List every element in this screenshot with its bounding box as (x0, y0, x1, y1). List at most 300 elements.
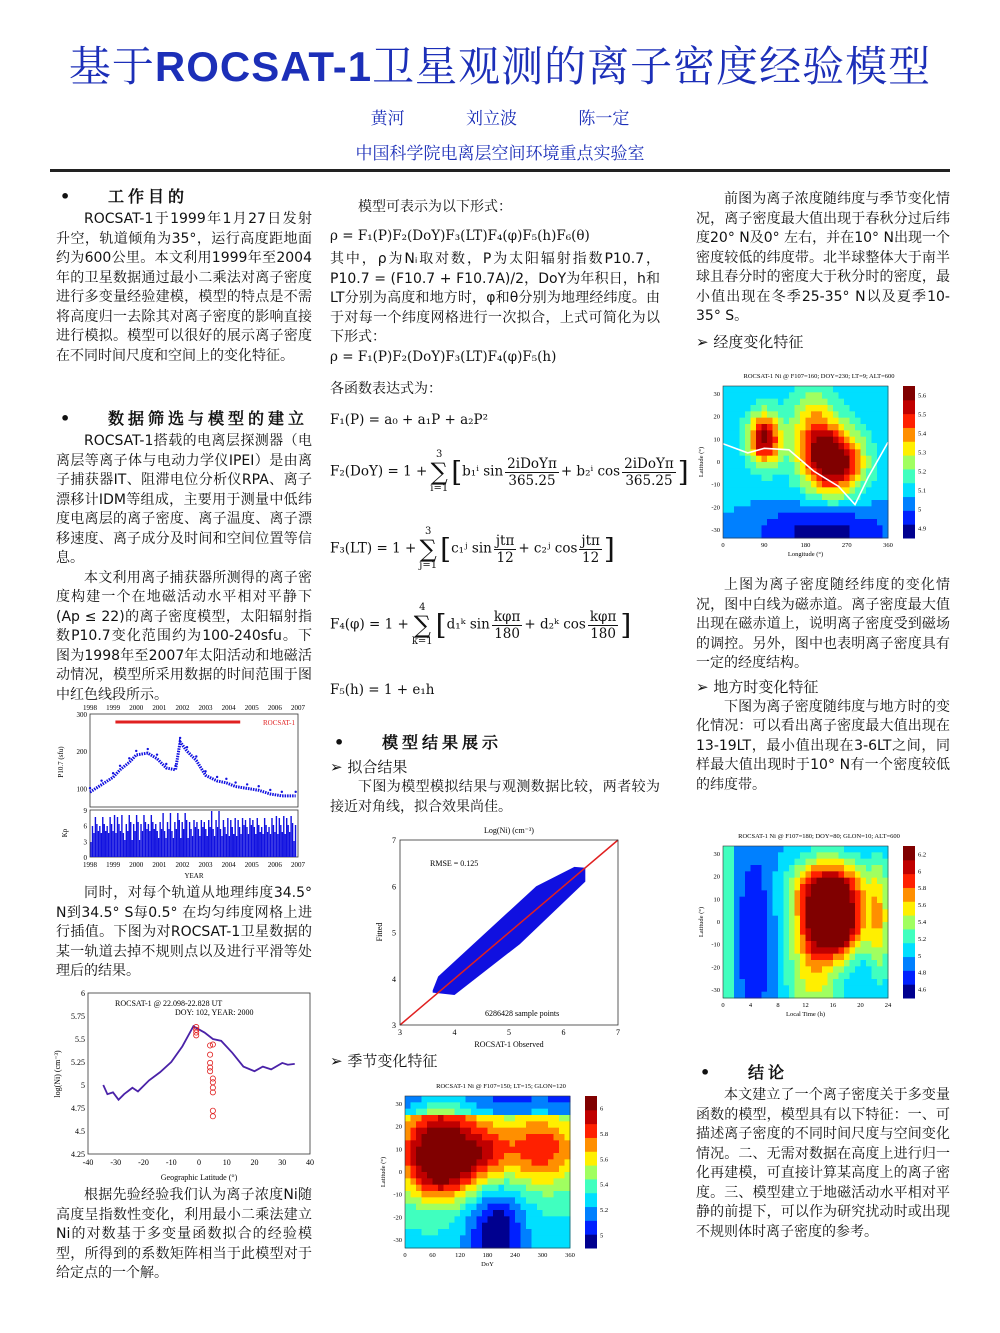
heat-cell (499, 1197, 505, 1204)
heat-cell (543, 1121, 549, 1128)
heat-cell (861, 852, 867, 859)
heat-cell (861, 494, 867, 501)
heat-cell (822, 947, 828, 954)
heat-cell (554, 1242, 560, 1249)
heat-cell (762, 960, 768, 967)
heat-cell (751, 922, 757, 929)
heat-cell (861, 519, 867, 526)
heat-cell (488, 1134, 494, 1141)
heat-cell (811, 513, 817, 520)
x-tick-label: 1998 (83, 861, 97, 869)
heat-cell (422, 1204, 428, 1211)
colorbar-tick-label: 5.3 (918, 449, 927, 457)
data-point (112, 772, 114, 774)
heat-cell (433, 1229, 439, 1236)
heat-cell (532, 1185, 538, 1192)
heat-cell (767, 954, 773, 961)
heat-cell (751, 475, 757, 482)
heat-cell (800, 424, 806, 431)
y-tick-label: 5 (392, 928, 396, 938)
heat-cell (822, 430, 828, 437)
heat-cell (861, 449, 867, 456)
heat-cell (795, 903, 801, 910)
heat-cell (795, 985, 801, 992)
heat-cell (872, 405, 878, 412)
heat-cell (526, 1185, 532, 1192)
x-tick-label: 2007 (291, 861, 305, 869)
model-section (330, 198, 660, 218)
functions-intro: 各函数表达式为： (330, 381, 442, 397)
heat-cell (471, 1134, 477, 1141)
heat-cell (740, 859, 746, 866)
heat-cell (740, 878, 746, 885)
heat-cell (526, 1216, 532, 1223)
subsection-heading: ➢ 地方时变化特征 (696, 677, 819, 696)
heat-cell (850, 475, 856, 482)
heat-cell (734, 424, 740, 431)
heat-cell (877, 846, 883, 853)
model-explanation: 其中，ρ为Nᵢ取对数，P为太阳辐射指数P10.7，P10.7 = (F10.7 + F10.7A)/2，DoY为年积日，h和LT分别为高度和地方时，φ和θ分别为地理经纬度。由于对每一个纬度网格进行一次拟合，上式可简化为以下形式： (330, 251, 660, 345)
equation-f2: F₂(DoY) = 1 +3 ∑ i=1 [b₁ⁱ sin $\frac{\text{2iDoYπ}}{365.25}$ + b₂ⁱ cos $\frac{\text{2iDoYπ}}{365.25}$ ] (330, 449, 689, 494)
heat-cell (762, 500, 768, 507)
heat-cell (559, 1223, 565, 1230)
heat-cell (477, 1128, 483, 1135)
heat-cell (828, 386, 834, 393)
heat-cell (751, 411, 757, 418)
heat-cell (471, 1216, 477, 1223)
heat-cell (795, 890, 801, 897)
heat-cell (521, 1172, 527, 1179)
heat-cell (745, 954, 751, 961)
heat-cell (532, 1172, 538, 1179)
heat-cell (877, 878, 883, 885)
heat-cell (477, 1166, 483, 1173)
heat-cell (828, 954, 834, 961)
heat-cell (866, 852, 872, 859)
heat-cell (877, 897, 883, 904)
heat-cell (800, 506, 806, 513)
heat-cell (723, 884, 729, 891)
heat-cell (795, 973, 801, 980)
heat-cell (559, 1147, 565, 1154)
heat-cell (466, 1235, 472, 1242)
heat-cell (767, 532, 773, 539)
heat-cell (844, 973, 850, 980)
heat-cell (855, 481, 861, 488)
heat-cell (548, 1223, 554, 1230)
heat-cell (784, 487, 790, 494)
heat-cell (822, 494, 828, 501)
heat-cell (444, 1172, 450, 1179)
heat-cell (866, 500, 872, 507)
heat-cell (499, 1223, 505, 1230)
heat-cell (828, 897, 834, 904)
heat-cell (499, 1204, 505, 1211)
heat-cell (745, 884, 751, 891)
heat-cell (767, 897, 773, 904)
x-axis-label: Local Time (h) (786, 1011, 825, 1018)
heat-cell (554, 1191, 560, 1198)
heat-cell (740, 954, 746, 961)
heat-cell (729, 456, 735, 463)
heat-cell (554, 1147, 560, 1154)
heat-cell (784, 922, 790, 929)
heat-cell (806, 513, 812, 520)
data-point (165, 763, 167, 765)
heat-cell (466, 1140, 472, 1147)
heat-cell (800, 468, 806, 475)
heat-cell (795, 871, 801, 878)
heat-cell (460, 1242, 466, 1249)
heat-cell (510, 1140, 516, 1147)
heat-cell (723, 871, 729, 878)
heat-cell (411, 1178, 417, 1185)
heat-cell (488, 1210, 494, 1217)
colorbar-segment (903, 497, 915, 511)
heat-cell (745, 878, 751, 885)
heat-cell (734, 846, 740, 853)
heat-cell (844, 405, 850, 412)
heat-cell (504, 1197, 510, 1204)
heat-cell (471, 1140, 477, 1147)
heat-cell (789, 954, 795, 961)
heat-cell (850, 878, 856, 885)
heat-cell (866, 462, 872, 469)
heat-cell (806, 525, 812, 532)
heat-cell (433, 1115, 439, 1122)
heat-cell (515, 1134, 521, 1141)
heat-cell (734, 916, 740, 923)
heat-cell (789, 922, 795, 929)
heat-cell (883, 487, 889, 494)
heat-cell (756, 859, 762, 866)
heat-cell (822, 954, 828, 961)
heat-cell (866, 903, 872, 910)
heat-cell (422, 1115, 428, 1122)
heat-cell (828, 947, 834, 954)
heat-cell (433, 1172, 439, 1179)
heat-cell (416, 1235, 422, 1242)
heat-cell (723, 481, 729, 488)
heat-cell (855, 947, 861, 954)
heat-cell (515, 1197, 521, 1204)
heat-cell (839, 494, 845, 501)
heat-cell (767, 411, 773, 418)
heat-cell (806, 532, 812, 539)
heat-cell (526, 1235, 532, 1242)
heat-cell (559, 1210, 565, 1217)
heat-cell (800, 411, 806, 418)
heat-cell (866, 890, 872, 897)
heat-cell (723, 909, 729, 916)
heat-cell (784, 973, 790, 980)
heat-cell (510, 1166, 516, 1173)
heat-cell (521, 1102, 527, 1109)
heat-cell (411, 1147, 417, 1154)
heat-cell (789, 443, 795, 450)
y-tick-label: 10 (713, 436, 720, 444)
heat-cell (751, 884, 757, 891)
heat-cell (559, 1172, 565, 1179)
heat-cell (756, 405, 762, 412)
heat-cell (554, 1172, 560, 1179)
heat-cell (532, 1166, 538, 1173)
heat-cell (427, 1121, 433, 1128)
heat-cell (822, 859, 828, 866)
heat-cell (828, 456, 834, 463)
heat-cell (844, 992, 850, 999)
heat-cell (811, 386, 817, 393)
heat-cell (438, 1229, 444, 1236)
heat-cell (817, 859, 823, 866)
heat-cell (433, 1204, 439, 1211)
heat-cell (817, 966, 823, 973)
heat-cell (767, 437, 773, 444)
heat-cell (471, 1178, 477, 1185)
heat-cell (548, 1172, 554, 1179)
heat-cell (817, 405, 823, 412)
heat-cell (559, 1134, 565, 1141)
heat-cell (471, 1235, 477, 1242)
heat-cell (806, 487, 812, 494)
heat-cell (850, 405, 856, 412)
heat-cell (855, 525, 861, 532)
heat-cell (422, 1096, 428, 1103)
heat-cell (466, 1153, 472, 1160)
heat-cell (729, 992, 735, 999)
heat-cell (740, 966, 746, 973)
heat-cell (493, 1204, 499, 1211)
colorbar-segment (903, 957, 915, 971)
heat-cell (844, 500, 850, 507)
heat-cell (723, 846, 729, 853)
x-tick-label: 2004 (221, 704, 236, 712)
heat-cell (877, 890, 883, 897)
heat-cell (444, 1102, 450, 1109)
heat-cell (411, 1197, 417, 1204)
heat-cell (822, 449, 828, 456)
y-tick-label: -10 (393, 1191, 402, 1199)
heat-cell (762, 456, 768, 463)
heat-cell (844, 456, 850, 463)
heat-cell (789, 941, 795, 948)
colorbar-segment (903, 915, 915, 929)
heat-cell (416, 1109, 422, 1116)
heat-cell (877, 494, 883, 501)
heat-cell (493, 1121, 499, 1128)
heat-cell (438, 1153, 444, 1160)
heat-cell (504, 1204, 510, 1211)
data-paragraph-4: 根据先验经验我们认为离子浓度Ni随高度呈指数性变化，利用最小二乘法建立Ni的对数基于多变量函数拟合的经验模型，所得到的系数矩阵相当于此模型对于给定点的一个解。 (56, 1187, 312, 1281)
heat-cell (466, 1115, 472, 1122)
heat-cell (844, 871, 850, 878)
heat-cell (861, 966, 867, 973)
heat-cell (543, 1140, 549, 1147)
heat-cell (565, 1121, 571, 1128)
heat-cell (850, 430, 856, 437)
heat-cell (762, 973, 768, 980)
heat-cell (883, 916, 889, 923)
heat-cell (510, 1235, 516, 1242)
heat-cell (504, 1128, 510, 1135)
y-axis-label: Fitted (375, 922, 384, 942)
heat-cell (455, 1242, 461, 1249)
heat-cell (756, 928, 762, 935)
heat-cell (877, 985, 883, 992)
heat-cell (778, 928, 784, 935)
heat-cell (449, 1172, 455, 1179)
heat-cell (433, 1197, 439, 1204)
heat-cell (488, 1115, 494, 1122)
heat-cell (844, 935, 850, 942)
heat-cell (855, 411, 861, 418)
heat-cell (789, 985, 795, 992)
heat-cell (422, 1102, 428, 1109)
heat-cell (784, 386, 790, 393)
heat-cell (756, 909, 762, 916)
heat-cell (773, 525, 779, 532)
heat-cell (877, 954, 883, 961)
heat-cell (444, 1242, 450, 1249)
heat-cell (515, 1204, 521, 1211)
heat-cell (839, 979, 845, 986)
heat-cell (833, 462, 839, 469)
heat-cell (422, 1159, 428, 1166)
heat-cell (548, 1197, 554, 1204)
heat-cell (795, 992, 801, 999)
heat-cell (521, 1096, 527, 1103)
heat-cell (844, 897, 850, 904)
heat-cell (422, 1134, 428, 1141)
heat-cell (806, 947, 812, 954)
equation-f3: F₃(LT) = 1 +3 ∑ j=1 [c₁ʲ sin $\frac{\text{jtπ}}{12}$ + c₂ʲ cos $\frac{\text{jtπ}}{12}$ ] (330, 526, 615, 571)
heat-cell (784, 494, 790, 501)
heat-cell (789, 992, 795, 999)
data-point (147, 748, 149, 750)
heat-cell (844, 985, 850, 992)
heat-cell (488, 1147, 494, 1154)
heat-cell (411, 1172, 417, 1179)
heat-cell (477, 1153, 483, 1160)
heat-cell (504, 1191, 510, 1198)
data-point (294, 791, 296, 793)
y-tick-label: 4.5 (75, 1127, 85, 1136)
heat-cell (872, 532, 878, 539)
colorbar-segment (903, 510, 915, 524)
heat-cell (850, 532, 856, 539)
x-tick-label: 40 (306, 1158, 314, 1167)
heat-cell (800, 437, 806, 444)
heat-cell (789, 418, 795, 425)
heat-cell (559, 1102, 565, 1109)
heat-cell (822, 456, 828, 463)
heat-cell (745, 487, 751, 494)
heat-cell (789, 487, 795, 494)
x-tick-label: 2000 (129, 704, 144, 712)
heat-cell (745, 430, 751, 437)
heat-cell (850, 418, 856, 425)
heat-cell (773, 846, 779, 853)
heat-cell (510, 1147, 516, 1154)
heat-cell (723, 852, 729, 859)
x-tick-label: 1998 (83, 704, 97, 712)
heat-cell (828, 405, 834, 412)
heat-cell (455, 1178, 461, 1185)
heat-cell (466, 1216, 472, 1223)
heat-cell (861, 437, 867, 444)
heat-cell (565, 1102, 571, 1109)
heat-cell (811, 411, 817, 418)
heat-cell (723, 903, 729, 910)
heat-cell (806, 846, 812, 853)
heat-cell (767, 424, 773, 431)
y-tick-label: 4.75 (71, 1104, 85, 1113)
heat-cell (745, 525, 751, 532)
heat-cell (751, 985, 757, 992)
heat-cell (784, 475, 790, 482)
colorbar-segment (903, 860, 915, 874)
data-point (135, 750, 137, 752)
heat-cell (460, 1153, 466, 1160)
heat-cell (850, 462, 856, 469)
heat-cell (734, 487, 740, 494)
heat-cell (877, 909, 883, 916)
heat-cell (751, 859, 757, 866)
heat-cell (756, 979, 762, 986)
heat-cell (477, 1096, 483, 1103)
heat-cell (460, 1140, 466, 1147)
heat-cell (817, 960, 823, 967)
heat-cell (789, 513, 795, 520)
heat-cell (405, 1191, 411, 1198)
x-tick-label: 2003 (198, 861, 213, 869)
heat-cell (866, 443, 872, 450)
heat-cell (806, 954, 812, 961)
bullet-icon: • (60, 187, 75, 206)
heat-cell (449, 1204, 455, 1211)
heat-cell (482, 1159, 488, 1166)
heat-cell (839, 985, 845, 992)
heat-cell (427, 1134, 433, 1141)
heat-cell (477, 1235, 483, 1242)
heat-cell (828, 960, 834, 967)
heat-cell (877, 392, 883, 399)
heat-cell (789, 468, 795, 475)
heat-cell (723, 960, 729, 967)
heat-cell (861, 903, 867, 910)
heat-cell (449, 1121, 455, 1128)
heat-cell (543, 1159, 549, 1166)
heat-cell (433, 1096, 439, 1103)
heat-cell (455, 1121, 461, 1128)
heat-cell (740, 399, 746, 406)
heat-cell (411, 1153, 417, 1160)
heat-cell (861, 525, 867, 532)
heat-cell (855, 418, 861, 425)
colorbar-segment (903, 901, 915, 915)
heat-cell (855, 890, 861, 897)
heat-cell (510, 1197, 516, 1204)
heat-cell (789, 494, 795, 501)
heat-cell (762, 487, 768, 494)
data-point (281, 791, 283, 793)
heat-cell (729, 954, 735, 961)
heat-cell (833, 386, 839, 393)
heat-cell (789, 475, 795, 482)
heat-cell (811, 871, 817, 878)
heat-cell (806, 475, 812, 482)
heat-cell (444, 1216, 450, 1223)
